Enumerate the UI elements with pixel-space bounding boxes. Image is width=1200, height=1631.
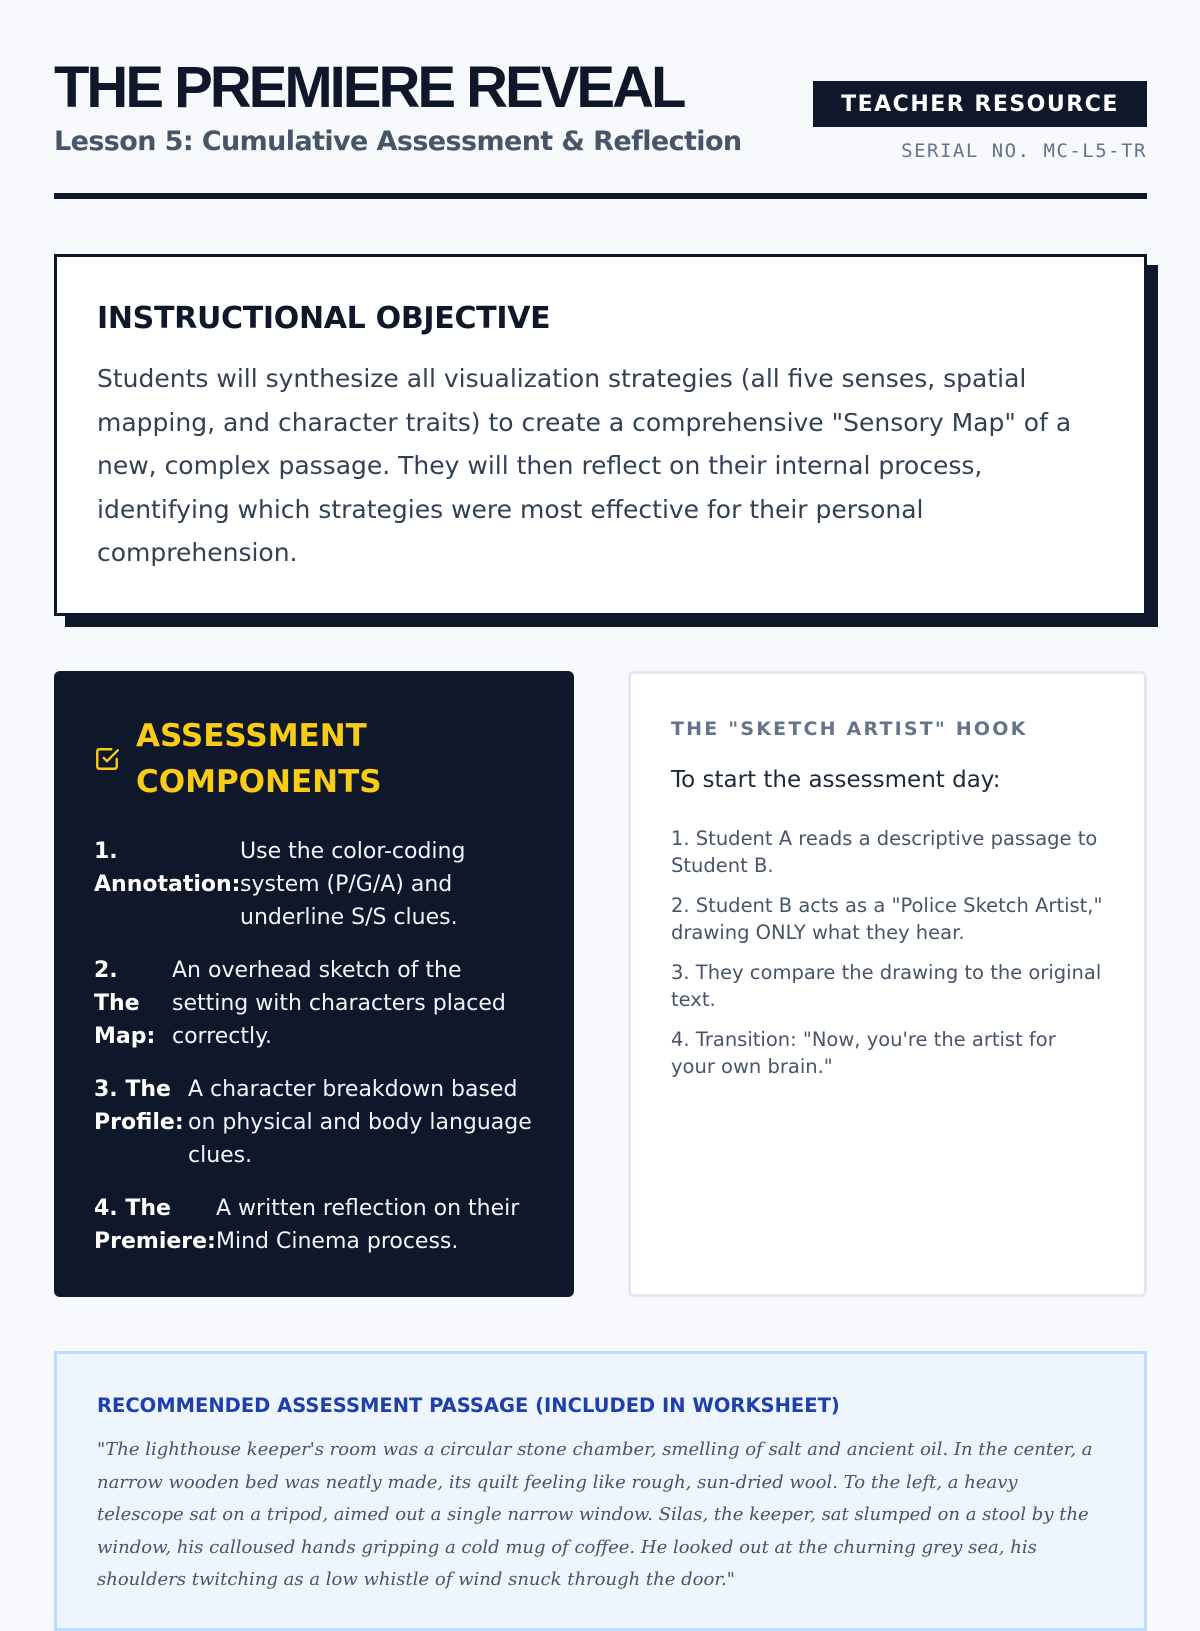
- component-item: [94, 1073, 534, 1172]
- page-title: THE PREMIERE REVEAL: [54, 55, 684, 120]
- instructional-objective-card: [54, 254, 1147, 616]
- component-item: [94, 1192, 534, 1258]
- objective-heading: INSTRUCTIONAL OBJECTIVE: [97, 301, 551, 336]
- page-header: [54, 0, 1147, 200]
- page: [54, 0, 1147, 1590]
- components-title: ASSESSMENT COMPONENTS: [136, 718, 382, 800]
- hook-step: 4. Transition: "Now, you're the artist for your own brain.": [671, 1028, 1056, 1078]
- components-header: [94, 713, 534, 805]
- hook-step: 1. Student A reads a descriptive passage to Student B.: [671, 827, 1098, 877]
- passage-text: "The lighthouse keeper's room was a circular stone chamber, smelling of salt and ancient oil. In the center, a narrow wooden bed was neatly made, its quilt feeling like rough, sun-dried wool. To the left, a heavy telescope sat on a tripod, aimed out a single narrow window. Silas, the keeper, sat slumped on a stool by the window, his calloused hands gripping a cold mug of coffee. He looked out at the churning grey sea, his shoulders twitching as a low whistle of wind snuck through the door.": [97, 1439, 1093, 1590]
- component-item: [94, 835, 534, 934]
- component-label: 3. The Profile:: [94, 1077, 184, 1135]
- header-divider: [54, 193, 1147, 199]
- serial-number: SERIAL NO. MC-L5-TR: [901, 140, 1147, 162]
- teacher-resource-badge: TEACHER RESOURCE: [813, 81, 1147, 127]
- hook-step: 2. Student B acts as a "Police Sketch Artist," drawing ONLY what they hear.: [671, 894, 1103, 944]
- passage-label: RECOMMENDED ASSESSMENT PASSAGE (INCLUDED IN WORKSHEET): [97, 1394, 840, 1417]
- lesson-subtitle: Lesson 5: Cumulative Assessment & Reflection: [54, 126, 742, 157]
- hook-intro: To start the assessment day:: [671, 767, 1001, 793]
- component-label: 2. The Map:: [94, 958, 156, 1049]
- component-label: 1. Annotation:: [94, 839, 241, 897]
- hook-label: THE "SKETCH ARTIST" HOOK: [671, 718, 1028, 740]
- components-list: [94, 835, 534, 1258]
- checkbox-icon: [94, 746, 120, 772]
- component-description: An overhead sketch of the setting with characters placed correctly.: [172, 958, 506, 1049]
- hook-steps-list: [671, 826, 1104, 1080]
- component-description: A written reflection on their Mind Cinema process.: [216, 1196, 520, 1254]
- sketch-artist-hook-card: [628, 671, 1147, 1297]
- component-description: Use the color-coding system (P/G/A) and underline S/S clues.: [240, 839, 466, 930]
- assessment-components-card: [54, 671, 574, 1297]
- assessment-passage-box: [54, 1351, 1147, 1631]
- component-description: A character breakdown based on physical and body language clues.: [188, 1077, 532, 1168]
- component-item: [94, 954, 534, 1053]
- component-label: 4. The Premiere:: [94, 1196, 216, 1254]
- hook-step: 3. They compare the drawing to the original text.: [671, 961, 1102, 1011]
- objective-text: Students will synthesize all visualization strategies (all five senses, spatial mapping, and character traits) to create a comprehensive "Sensory Map" of a new, complex passage. They will then reflect on their internal process, identifying which strategies were most effective for their personal comprehension.: [97, 364, 1072, 567]
